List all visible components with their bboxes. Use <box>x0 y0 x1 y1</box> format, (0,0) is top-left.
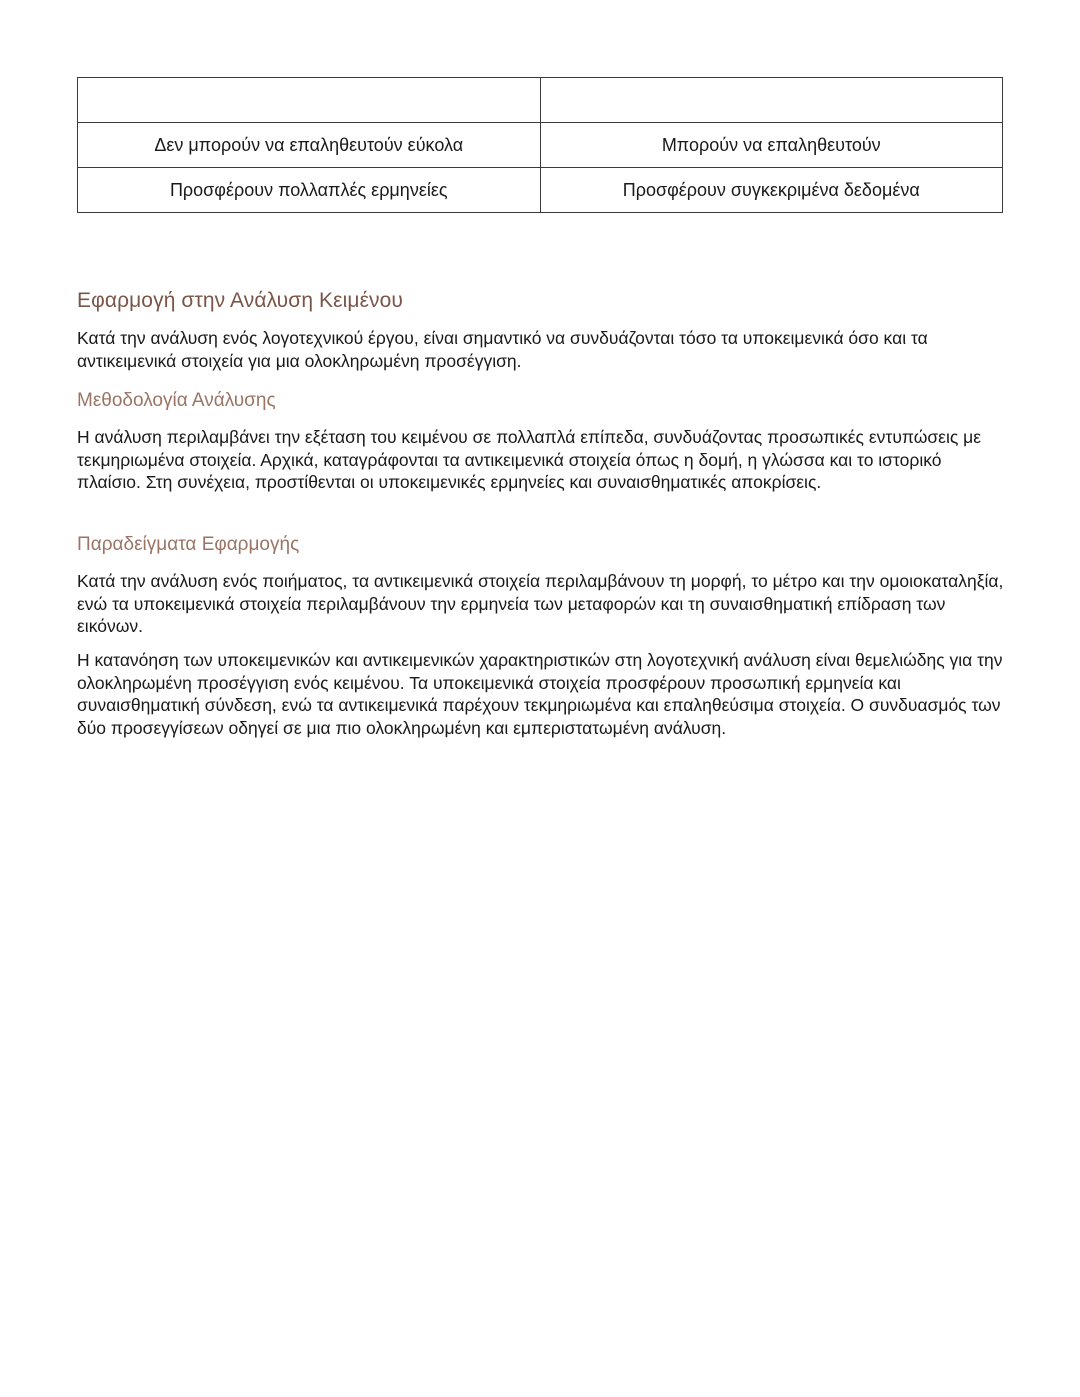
section-title: Εφαρμογή στην Ανάλυση Κειμένου <box>77 289 403 312</box>
table-row <box>78 78 1003 123</box>
table-cell: Προσφέρουν συγκεκριμένα δεδομένα <box>540 168 1003 213</box>
table-cell: Δεν μπορούν να επαληθευτούν εύκολα <box>78 123 541 168</box>
comparison-table <box>77 77 1003 213</box>
table-row <box>78 168 1003 213</box>
methodology-title: Μεθοδολογία Ανάλυσης <box>77 390 276 411</box>
section-intro-block <box>77 327 1007 372</box>
conclusion-text-block <box>77 649 1007 739</box>
methodology-paragraph: Η ανάλυση περιλαμβάνει την εξέταση του κειμένου σε πολλαπλά επίπεδα, συνδυάζοντας προσωπικές εντυπώσεις με τεκμηριωμένα στοιχεία. Αρχικά, καταγράφονται τα αντικειμενικά στοιχεία όπως η δομή, η γλώσσα και το ιστορικό πλαίσιο. Στη συνέχεια, προστίθενται οι υποκειμενικές ερμηνείες και συναισθηματικές αποκρίσεις. <box>77 427 982 492</box>
table-cell: Μπορούν να επαληθευτούν <box>540 123 1003 168</box>
comparison-table-wrapper <box>77 77 1003 213</box>
methodology-heading-block <box>77 390 1007 412</box>
methodology-text-block <box>77 426 1007 494</box>
examples-heading-block <box>77 534 1007 556</box>
examples-title: Παραδείγματα Εφαρμογής <box>77 534 300 555</box>
table-cell <box>540 78 1003 123</box>
examples-text-block <box>77 570 1007 638</box>
table-cell <box>78 78 541 123</box>
conclusion-paragraph: Η κατανόηση των υποκειμενικών και αντικειμενικών χαρακτηριστικών στη λογοτεχνική ανάλυση είναι θεμελιώδης για την ολοκληρωμένη προσέγγιση ενός κειμένου. Τα υποκειμενικά στοιχεία προσφέρουν προσωπική ερμηνεία και συναισθηματική σύνδεση, ενώ τα αντικειμενικά παρέχουν τεκμηριωμένα και επαληθεύσιμα στοιχεία. Ο συνδυασμός των δύο προσεγγίσεων οδηγεί σε μια πιο ολοκληρωμένη και εμπεριστατωμένη ανάλυση. <box>77 650 1003 738</box>
section-heading-block <box>77 289 1007 313</box>
table-row <box>78 123 1003 168</box>
table-cell: Προσφέρουν πολλαπλές ερμηνείες <box>78 168 541 213</box>
examples-paragraph: Κατά την ανάλυση ενός ποιήματος, τα αντικειμενικά στοιχεία περιλαμβάνουν τη μορφή, το μέτρο και την ομοιοκαταληξία, ενώ τα υποκειμενικά στοιχεία περιλαμβάνουν την ερμηνεία των μεταφορών και τη συναισθηματική επίδραση των εικόνων. <box>77 571 1004 636</box>
section-intro-paragraph: Κατά την ανάλυση ενός λογοτεχνικού έργου, είναι σημαντικό να συνδυάζονται τόσο τα υποκειμενικά όσο και τα αντικειμενικά στοιχεία για μια ολοκληρωμένη προσέγγιση. <box>77 328 928 371</box>
